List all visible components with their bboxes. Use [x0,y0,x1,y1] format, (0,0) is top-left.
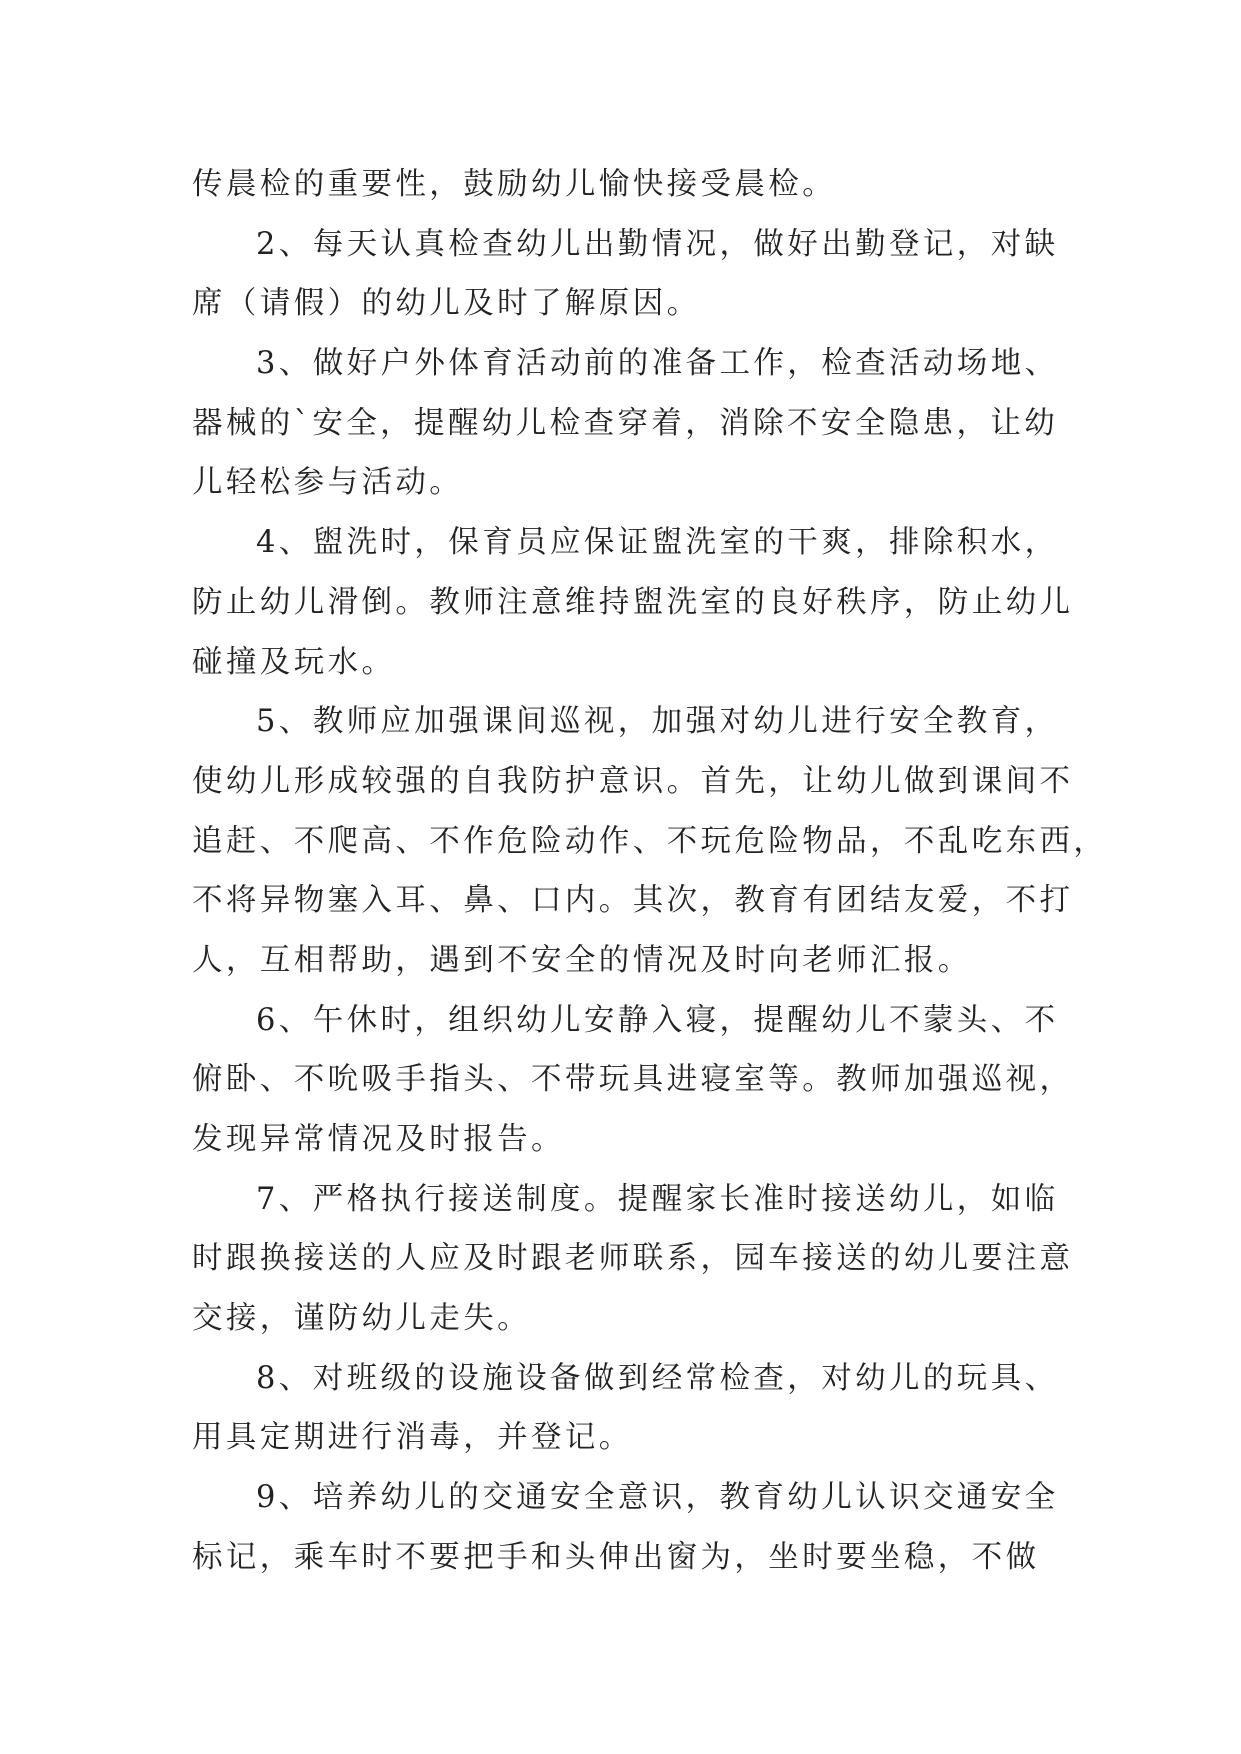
text-line: 传晨检的重要性，鼓励幼儿愉快接受晨检。 [192,167,837,202]
text-line: 2、每天认真检查幼儿出勤情况，做好出勤登记，对缺 [256,226,1059,262]
text-line: 用具定期进行消毒，并登记。 [192,1420,633,1456]
text-line: 俯卧、不吮吸手指头、不带玩具进寝室等。教师加强巡视， [192,1062,1074,1098]
text-line: 席（请假）的幼儿及时了解原因。 [192,286,701,322]
text-line: 4、盥洗时，保育员应保证盥洗室的干爽，排除积水， [256,525,1059,561]
text-line: 发现异常情况及时报告。 [192,1122,565,1157]
text-line: 不将异物塞入耳、鼻、口内。其次，教育有团结友爱，不打 [192,883,1074,919]
text-line: 8、对班级的设施设备做到经常检查，对幼儿的玩具、 [256,1360,1059,1396]
document-body [192,155,1108,1588]
text-line: 5、教师应加强课间巡视，加强对幼儿进行安全教育， [256,704,1059,740]
text-line: 6、午休时，组织幼儿安静入寝，提醒幼儿不蒙头、不 [256,1002,1059,1038]
text-line: 交接，谨防幼儿走失。 [192,1301,531,1337]
text-line: 7、严格执行接送制度。提醒家长准时接送幼儿，如临 [256,1181,1059,1217]
text-line: 防止幼儿滑倒。教师注意维持盥洗室的良好秩序，防止幼儿 [192,584,1074,620]
text-line: 时跟换接送的人应及时跟老师联系，园车接送的幼儿要注意 [192,1241,1074,1277]
text-line: 3、做好户外体育活动前的准备工作，检查活动场地、 [256,346,1059,382]
text-line: 儿轻松参与活动。 [192,465,464,501]
text-line: 人，互相帮助，遇到不安全的情况及时向老师汇报。 [192,942,972,978]
text-line: 9、培养幼儿的交通安全意识，教育幼儿认识交通安全 [256,1480,1059,1516]
text-line: 追赶、不爬高、不作危险动作、不玩危险物品，不乱吃东西， [192,823,1108,859]
text-line: 碰撞及玩水。 [192,644,396,680]
text-line: 标记，乘车时不要把手和头伸出窗为，坐时要坐稳，不做 [192,1539,1040,1575]
text-line: 使幼儿形成较强的自我防护意识。首先，让幼儿做到课间不 [192,763,1074,799]
text-line: 器械的`安全，提醒幼儿检查穿着，消除不安全隐患，让幼 [192,405,1059,441]
